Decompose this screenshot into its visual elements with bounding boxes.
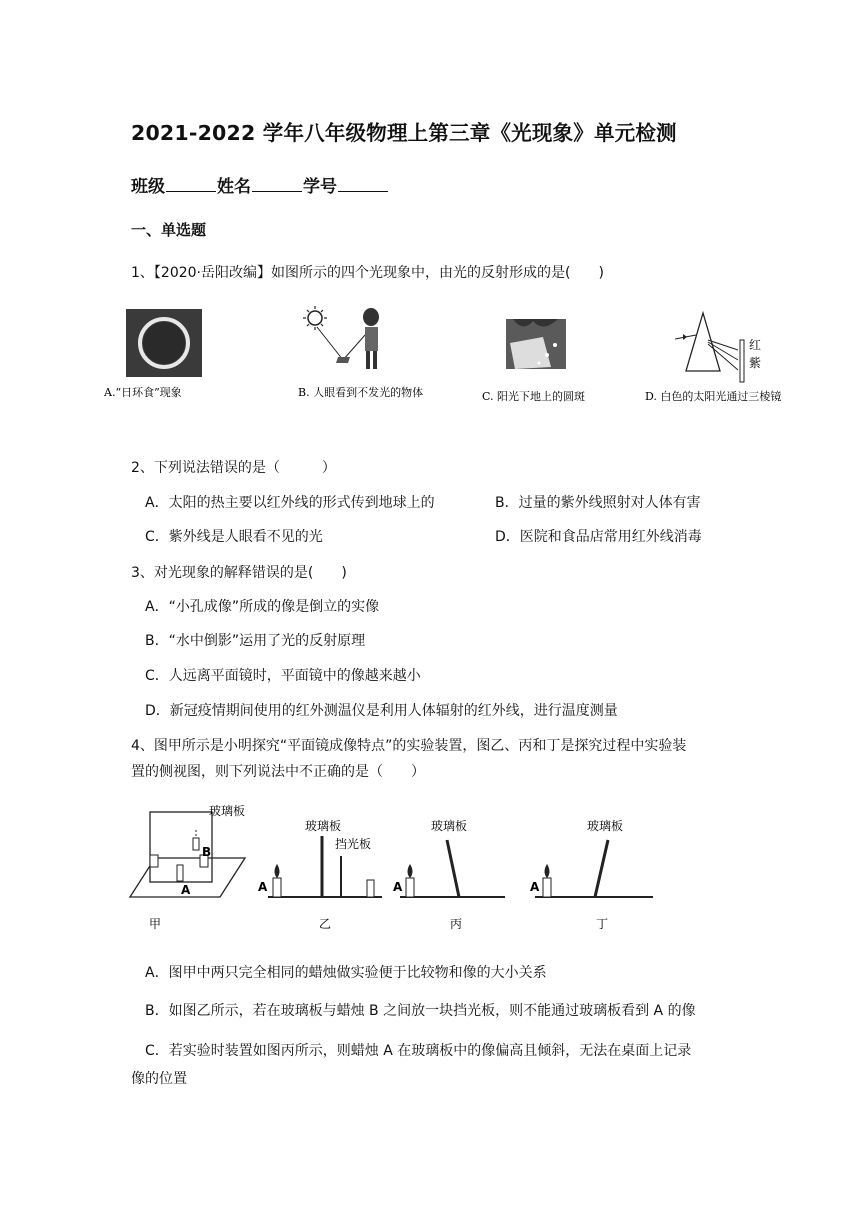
ding-caption: 丁 xyxy=(596,917,609,931)
bing-caption: 丙 xyxy=(450,917,463,931)
q1-figure-svg xyxy=(103,305,803,415)
student-info-line xyxy=(131,172,389,197)
figure-yi xyxy=(258,818,382,931)
red-label: 红 xyxy=(749,338,762,352)
bing-glass-label: 玻璃板 xyxy=(431,819,468,833)
q4-option-a[interactable]: A．图甲中两只完全相同的蜡烛做实验便于比较物和像的大小关系 xyxy=(145,965,547,981)
question-2-text: 2、下列说法错误的是（ ） xyxy=(131,460,336,476)
q3-option-c[interactable]: C．人远离平面镜时，平面镜中的像越来越小 xyxy=(145,668,421,684)
class-blank[interactable] xyxy=(166,177,216,192)
page-title: 2021-2022 学年八年级物理上第三章《光现象》单元检测 xyxy=(131,121,677,145)
q4-figure-svg xyxy=(125,800,665,940)
q4-option-c-continued: 像的位置 xyxy=(131,1071,187,1087)
q2-option-c[interactable]: C．紫外线是人眼看不见的光 xyxy=(145,529,323,545)
q4-option-b[interactable]: B．如图乙所示，若在玻璃板与蜡烛 B 之间放一块挡光板，则不能通过玻璃板看到 A 的像 xyxy=(145,1003,696,1019)
name-label: 姓名 xyxy=(217,177,251,197)
prism-picture xyxy=(675,313,761,382)
yi-glass-label: 玻璃板 xyxy=(305,819,342,833)
class-label: 班级 xyxy=(131,177,165,197)
q3-option-b[interactable]: B．“水中倒影”运用了光的反射原理 xyxy=(145,633,366,649)
yi-label-a: A xyxy=(258,880,268,894)
jia-label-b: B xyxy=(202,845,212,859)
caption-c: C. 阳光下地上的圆斑 xyxy=(482,390,586,403)
name-blank[interactable] xyxy=(252,177,302,192)
id-blank[interactable] xyxy=(338,177,388,192)
figure-ding xyxy=(530,818,653,931)
question-4-figure xyxy=(125,800,665,940)
caption-b: B. 人眼看到不发光的物体 xyxy=(298,386,424,399)
section-heading: 一、单选题 xyxy=(131,221,207,239)
tree-shadow-picture xyxy=(506,319,566,369)
ding-label-a: A xyxy=(530,880,540,894)
question-1-text: 1、【2020·岳阳改编】如图所示的四个光现象中，由光的反射形成的是( ) xyxy=(131,265,604,281)
person-sun-picture xyxy=(303,306,379,369)
q2-option-d[interactable]: D．医院和食品店常用红外线消毒 xyxy=(495,529,702,545)
violet-label: 紫 xyxy=(749,356,762,370)
question-4-text-line2: 置的侧视图，则下列说法中不正确的是（ ） xyxy=(131,764,425,780)
caption-a: A.“日环食”现象 xyxy=(104,386,182,399)
id-label: 学号 xyxy=(303,177,337,197)
jia-label-a: A xyxy=(181,883,191,897)
figure-bing xyxy=(393,818,505,931)
jia-caption: 甲 xyxy=(149,917,162,931)
q3-option-d[interactable]: D．新冠疫情期间使用的红外测温仪是利用人体辐射的红外线，进行温度测量 xyxy=(145,703,618,719)
ding-glass-label: 玻璃板 xyxy=(587,819,624,833)
question-4-text-line1: 4、图甲所示是小明探究“平面镜成像特点”的实验装置，图乙、丙和丁是探究过程中实验装 xyxy=(131,738,687,754)
yi-shield-label: 挡光板 xyxy=(335,837,372,851)
q2-option-b[interactable]: B．过量的紫外线照射对人体有害 xyxy=(495,495,701,511)
jia-glass-label: 玻璃板 xyxy=(209,804,246,818)
eclipse-picture xyxy=(126,309,202,377)
yi-caption: 乙 xyxy=(319,917,332,931)
caption-d: D. 白色的太阳光通过三棱镜 xyxy=(645,390,782,403)
q4-option-c[interactable]: C．若实验时装置如图丙所示，则蜡烛 A 在玻璃板中的像偏高且倾斜，无法在桌面上记录 xyxy=(145,1043,692,1059)
bing-label-a: A xyxy=(393,880,403,894)
figure-jia xyxy=(130,803,245,931)
question-3-text: 3、对光现象的解释错误的是( ) xyxy=(131,565,347,581)
q2-option-a[interactable]: A．太阳的热主要以红外线的形式传到地球上的 xyxy=(145,495,435,511)
q3-option-a[interactable]: A．“小孔成像”所成的像是倒立的实像 xyxy=(145,599,380,615)
question-1-figure xyxy=(103,305,803,415)
